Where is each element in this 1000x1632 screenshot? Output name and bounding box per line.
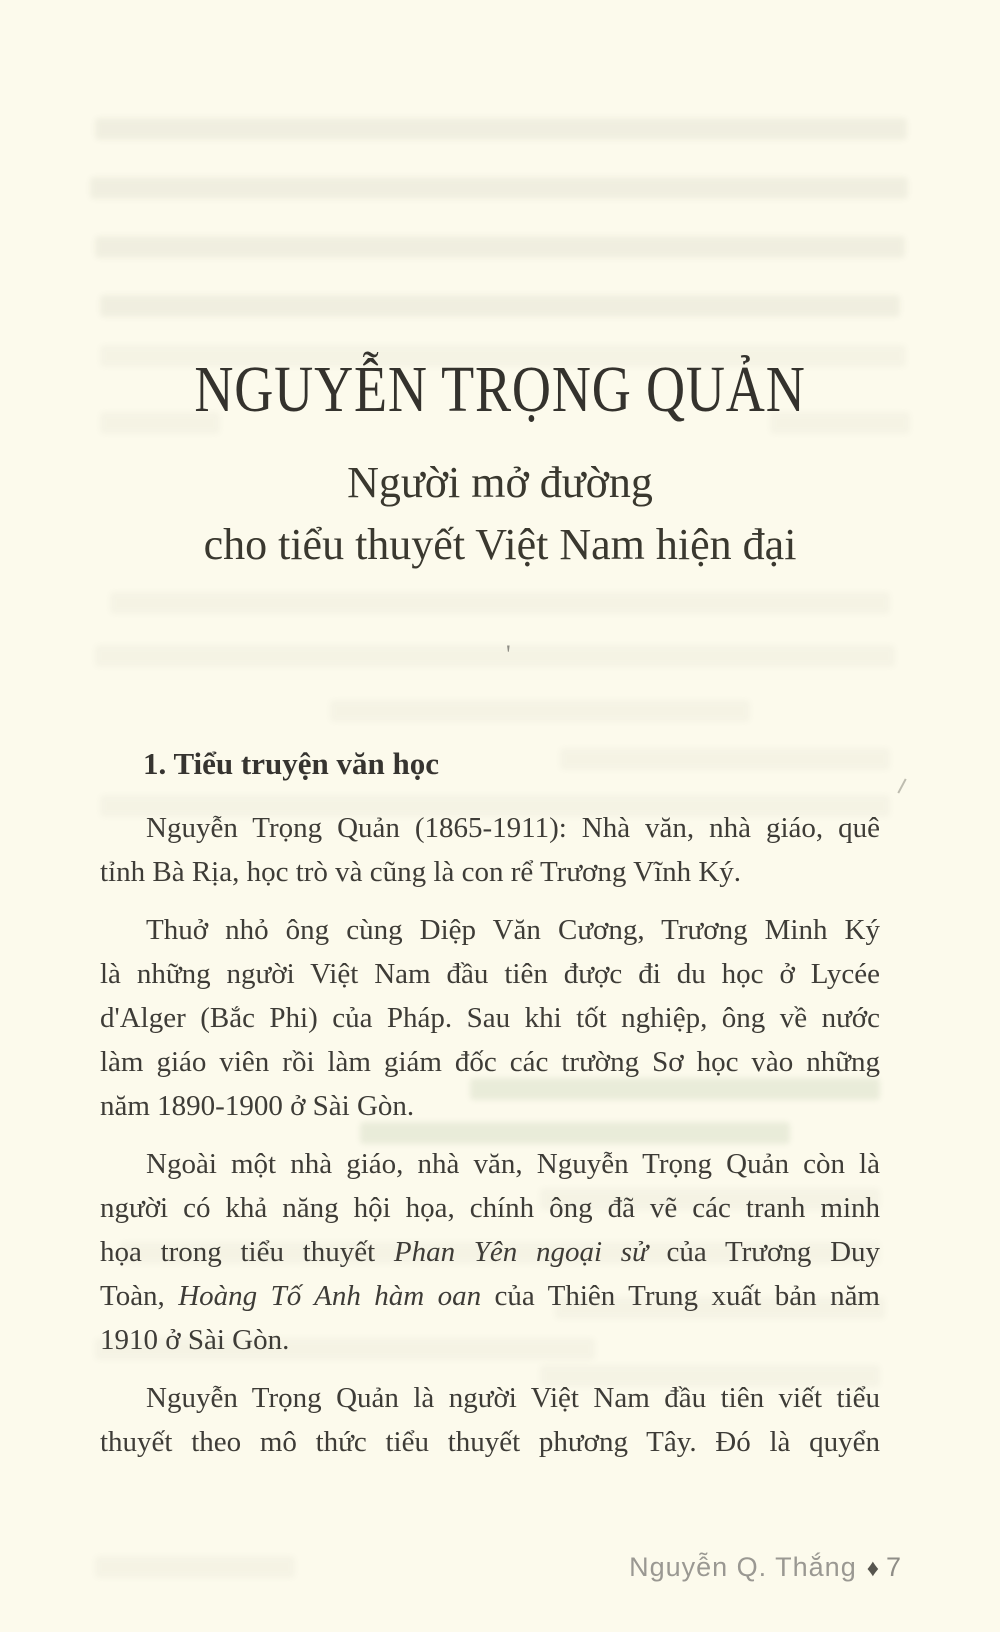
page-number: 7 — [885, 1552, 902, 1582]
bleed-through-line — [560, 748, 890, 770]
text-line — [100, 996, 880, 1040]
book-title-italic: Hoàng Tố Anh hàm oan — [178, 1280, 482, 1312]
text-line — [100, 1142, 880, 1186]
diamond-icon: ♦ — [866, 1555, 880, 1582]
bleed-through-line — [90, 177, 908, 199]
text-line — [100, 1318, 880, 1362]
text-segment: làm giáo viên rồi làm giám đốc các trường Sơ học vào những — [100, 1046, 880, 1078]
text-line — [100, 908, 880, 952]
text-segment: Ngoài một nhà giáo, nhà văn, Nguyễn Trọng Quản còn là — [146, 1148, 880, 1180]
section-heading: 1. Tiểu truyện văn học — [143, 746, 439, 781]
paragraphs — [100, 806, 880, 1478]
page-footer — [629, 1552, 902, 1583]
paragraph — [100, 1142, 880, 1362]
text-segment: thuyết theo mô thức tiểu thuyết phương Tây. Đó là quyển — [100, 1426, 880, 1458]
text-line — [100, 1376, 880, 1420]
scan-speck — [897, 778, 906, 793]
text-segment: tỉnh Bà Rịa, học trò và cũng là con rể Trương Vĩnh Ký. — [100, 856, 742, 888]
paragraph — [100, 1376, 880, 1464]
text-line — [100, 1186, 880, 1230]
text-segment: Nguyễn Trọng Quản là người Việt Nam đầu tiên viết tiểu — [146, 1382, 880, 1414]
text-segment: họa trong tiểu thuyết — [100, 1236, 394, 1268]
text-line — [100, 1230, 880, 1274]
text-segment: Thuở nhỏ ông cùng Diệp Văn Cương, Trương Minh Ký — [146, 914, 880, 946]
bleed-through-line — [95, 118, 907, 140]
bleed-through-line — [95, 645, 895, 667]
text-segment: của Thiên Trung xuất bản năm — [481, 1280, 880, 1312]
text-line — [100, 1040, 880, 1084]
text-line — [100, 850, 880, 894]
bleed-through-line — [110, 592, 890, 614]
text-line — [100, 1274, 880, 1318]
text-segment: năm 1890-1900 ở Sài Gòn. — [100, 1090, 415, 1122]
text-line — [100, 1084, 880, 1128]
chapter-subtitle — [0, 452, 1000, 576]
text-line — [100, 952, 880, 996]
text-segment: Toàn, — [100, 1280, 179, 1312]
text-segment: người có khả năng hội họa, chính ông đã vẽ các tranh minh — [100, 1192, 880, 1224]
text-line — [100, 1420, 880, 1464]
text-segment: d'Alger (Bắc Phi) của Pháp. Sau khi tốt nghiệp, ông về nước — [100, 1002, 880, 1034]
bleed-through-line — [330, 700, 750, 722]
chapter-subtitle-line-1: Người mở đường — [347, 458, 653, 507]
chapter-subtitle-line-2: cho tiểu thuyết Việt Nam hiện đại — [203, 520, 797, 569]
book-title-italic: Phan Yên ngoại sử — [393, 1236, 648, 1268]
text-segment: 1910 ở Sài Gòn. — [100, 1324, 290, 1356]
text-segment: là những người Việt Nam đầu tiên được đi du học ở Lycée — [100, 958, 880, 990]
scan-speck: ' — [506, 640, 511, 669]
paragraph — [100, 908, 880, 1128]
chapter-title: NGUYỄN TRỌNG QUẢN — [194, 353, 806, 426]
bleed-through-line — [100, 295, 900, 317]
footer-author: Nguyễn Q. Thắng — [629, 1552, 857, 1582]
bleed-through-line — [95, 1556, 295, 1578]
text-segment: của Trương Duy — [647, 1236, 880, 1268]
paragraph — [100, 806, 880, 894]
bleed-through-line — [95, 236, 905, 258]
text-segment: Nguyễn Trọng Quản (1865-1911): Nhà văn, nhà giáo, quê — [146, 812, 880, 844]
text-line — [100, 806, 880, 850]
